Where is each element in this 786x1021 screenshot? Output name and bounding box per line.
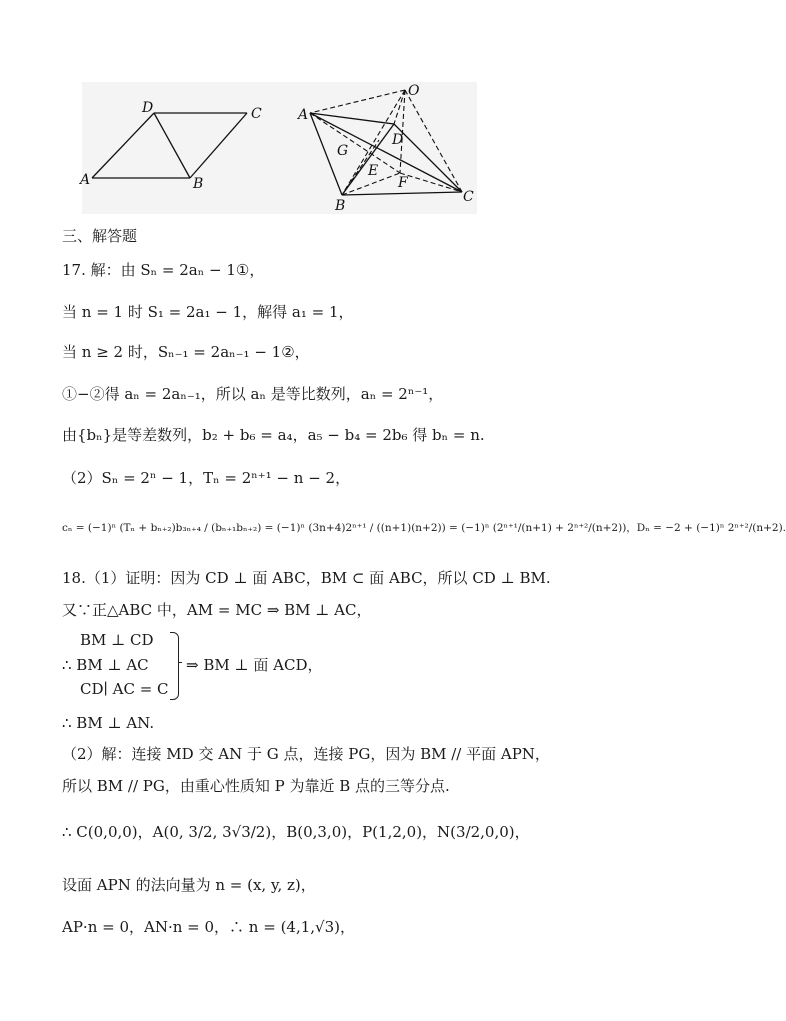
q18-system-line-2: ∴ BM ⊥ AC — [62, 656, 149, 674]
right-label-o: O — [408, 83, 420, 99]
q18-line-5: 所以 BM // PG，由重心性质知 P 为靠近 B 点的三等分点. — [62, 777, 450, 795]
q18-line-2: 又∵正△ABC 中，AM = MC ⇒ BM ⊥ AC， — [62, 601, 372, 619]
q17-line-1: 17. 解：由 Sₙ = 2aₙ − 1①， — [62, 261, 265, 279]
q18-line-4: （2）解：连接 MD 交 AN 于 G 点，连接 PG，因为 BM // 平面 APN， — [62, 745, 550, 763]
q18-line-6: ∴ C(0,0,0)，A(0, 3/2, 3√3/2)，B(0,3,0)，P(1,2,0)，N(3/2,0,0)， — [62, 823, 530, 841]
q17-line-5: 由{bₙ}是等差数列，b₂ + b₆ = a₄，a₅ − b₄ = 2b₆ 得 bₙ = n. — [62, 426, 485, 444]
right-label-c: C — [463, 189, 474, 205]
right-label-b: B — [335, 198, 346, 214]
q18-line-8: AP·n = 0，AN·n = 0，∴ n = (4,1,√3)， — [62, 918, 355, 936]
q17-line-2: 当 n = 1 时 S₁ = 2a₁ − 1，解得 a₁ = 1， — [62, 303, 354, 321]
right-label-f: F — [398, 175, 408, 191]
right-label-d: D — [392, 132, 404, 148]
q18-system-line-1: BM ⊥ CD — [80, 631, 154, 649]
q17-line-4: ①−②得 aₙ = 2aₙ₋₁，所以 aₙ 是等比数列，aₙ = 2ⁿ⁻¹， — [62, 385, 444, 403]
q17-line-7: cₙ = (−1)ⁿ (Tₙ + bₙ₊₂)b₃ₙ₊₄ / (bₙ₊₁bₙ₊₂) = (−1)ⁿ (3n+4)2ⁿ⁺¹ / ((n+1)(n+2)) = (−1)ⁿ (2ⁿ⁺¹/(n+1) + 2ⁿ⁺²/(n+2))，Dₙ = −2 + (−1)ⁿ 2ⁿ⁺²/(n+2). — [62, 522, 786, 534]
parallelogram-figure — [92, 113, 247, 178]
right-label-e: E — [368, 163, 379, 179]
q18-line-3: ∴ BM ⊥ AN. — [62, 714, 155, 732]
pyramid-dashed-lines — [310, 90, 462, 195]
right-label-g: G — [337, 143, 349, 159]
figure-svg — [82, 82, 477, 214]
left-label-b: B — [193, 176, 204, 192]
left-label-d: D — [142, 100, 154, 116]
left-label-a: A — [80, 172, 91, 188]
q17-line-6: （2）Sₙ = 2ⁿ − 1，Tₙ = 2ⁿ⁺¹ − n − 2， — [62, 469, 351, 487]
q18-system-result: ⇒ BM ⊥ 面 ACD， — [186, 656, 323, 674]
left-label-c: C — [251, 106, 262, 122]
right-brace — [170, 632, 179, 700]
right-brace-tip — [178, 662, 182, 663]
geometry-figure — [82, 82, 477, 214]
q18-system-line-3: CD∣ AC = C — [80, 680, 169, 698]
q18-line-7: 设面 APN 的法向量为 n = (x, y, z)， — [62, 876, 316, 894]
right-label-a: A — [298, 107, 309, 123]
pyramid-figure — [310, 113, 462, 195]
q17-line-3: 当 n ≥ 2 时，Sₙ₋₁ = 2aₙ₋₁ − 1②， — [62, 343, 310, 361]
q18-line-1: 18.（1）证明：因为 CD ⊥ 面 ABC，BM ⊂ 面 ABC，所以 CD ⊥ BM. — [62, 569, 551, 587]
section-title: 三、解答题 — [62, 227, 138, 245]
